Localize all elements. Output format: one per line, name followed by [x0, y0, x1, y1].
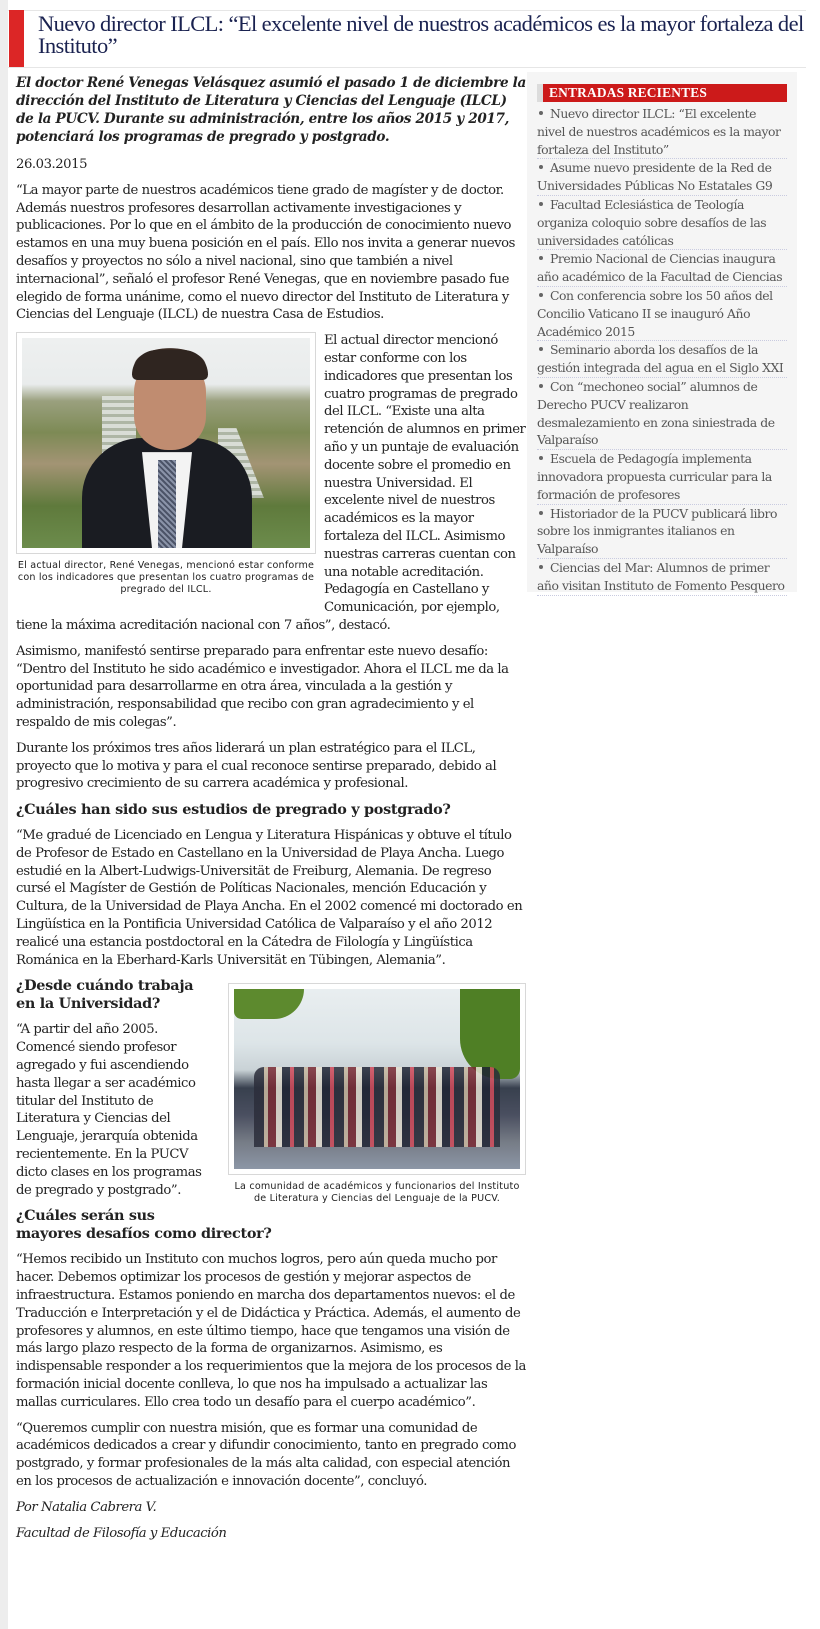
- photo-tree: [234, 989, 304, 1019]
- recent-posts-list: [537, 105, 787, 596]
- director-photo[interactable]: [22, 338, 310, 548]
- recent-post-item[interactable]: [537, 341, 787, 378]
- photo-people: [254, 1067, 500, 1147]
- figure-caption: La comunidad de académicos y funcionarios del Instituto de Literatura y Ciencias del Lenguaje de la PUCV.: [234, 1181, 520, 1205]
- recent-post-item[interactable]: [537, 378, 787, 450]
- recent-post-link[interactable]: Historiador de la PUCV publicará libro sobre los inmigrantes italianos en Valparaíso: [537, 505, 777, 557]
- bullet-icon: [539, 456, 543, 460]
- title-accent-bar: [9, 10, 24, 67]
- bullet-icon: [539, 384, 543, 388]
- article-title: Nuevo director ILCL: “El excelente nivel de nuestros académicos es la mayor fortaleza del Instituto”: [38, 11, 804, 58]
- paragraph: “La mayor parte de nuestros académicos tiene grado de magíster y de doctor. Además nuestros profesores desarrollan activamente investigaciones y publicaciones. Por lo que en el ámbito de la producción de conocimiento nuevo estamos en una muy buena posición en el país. Ello nos invita a generar nuevos desafíos y proyectos no sólo a nivel nacional, sino que también a nivel internacional”, señaló el profesor René Venegas, que en noviembre pasado fue elegido de forma unánime, como el nuevo director del Instituto de Literatura y Ciencias del Lenguaje (ILCL) de nuestra Casa de Estudios.: [16, 182, 515, 323]
- photo-hair: [132, 350, 208, 380]
- paragraph: Asimismo, manifestó sentirse preparado para enfrentar este nuevo desafío: “Dentro del Instituto he sido académico e investigador. Ahora el ILCL me da la oportunidad para desarrollarme en otra área, vinculada a la gestión y administración, responsabilidad que recibo con gran agradecimiento y el respaldo de mis colegas”.: [16, 643, 509, 730]
- recent-post-item[interactable]: [537, 105, 787, 159]
- photo-frame: [228, 983, 526, 1175]
- recent-post-link[interactable]: Ciencias del Mar: Alumnos de primer año visitan Instituto de Fomento Pesquero: [537, 559, 785, 593]
- recent-post-link[interactable]: Escuela de Pedagogía implementa innovadora propuesta curricular para la formación de profesores: [537, 451, 772, 502]
- bullet-icon: [539, 165, 543, 169]
- bullet-icon: [539, 347, 543, 351]
- sidebar-header-label: ENTRADAS RECIENTES: [549, 85, 708, 100]
- photo-tree: [460, 989, 520, 1079]
- bullet-icon: [539, 202, 543, 206]
- byline: Por Natalia Cabrera V.: [16, 1499, 157, 1515]
- article-lead: El doctor René Venegas Velásquez asumió el pasado 1 de diciembre la dirección del Instituto de Literatura y Ciencias del Lenguaje (ILCL) de la PUCV. Durante su administración, entre los años 2015 y 2017, potenciará los programas de pregrado y postgrado.: [16, 75, 526, 145]
- recent-post-link[interactable]: Asume nuevo presidente de la Red de Universidades Públicas No Estatales G9: [537, 160, 773, 194]
- faculty-credit: Facultad de Filosofía y Educación: [16, 1525, 227, 1541]
- recent-post-item[interactable]: [537, 196, 787, 250]
- recent-post-item[interactable]: [537, 450, 787, 504]
- question-heading: ¿Cuáles han sido sus estudios de pregrado y postgrado?: [16, 801, 451, 819]
- recent-post-link[interactable]: Seminario aborda los desafíos de la gestión integrada del agua en el Siglo XXI: [537, 342, 784, 376]
- bullet-icon: [539, 565, 543, 569]
- question-heading: ¿Cuáles serán sus mayores desafíos como director?: [16, 1207, 272, 1243]
- sidebar-header: [537, 84, 787, 102]
- recent-post-link[interactable]: Con “mechoneo social” alumnos de Derecho PUCV realizaron desmalezamiento en zona siniestrada de Valparaíso: [537, 378, 775, 448]
- recent-post-item[interactable]: [537, 559, 787, 596]
- paragraph: El actual director mencionó estar conforme con los indicadores que presentan los cuatro programas de pregrado del ILCL. “Existe una alta retención de alumnos en primer año y un puntaje de evaluación docente sobre el promedio en nuestra Universidad. El excelente nivel de nuestros académicos es la mayor fortaleza del ILCL. Asimismo nuestras carreras cuentan con una notable acreditación. Pedagogía en Castellano y Comunicación, por ejemplo, tiene la máxima acreditación nacional con 7 años”, destacó.: [16, 333, 526, 633]
- paragraph: “Queremos cumplir con nuestra misión, que es formar una comunidad de académicos dedicados a crear y difundir conocimiento, tanto en pregrado como postgrado, y formar profesionales de la más alta calidad, con especial atención en los procesos de actualización e innovación docente”, concluyó.: [16, 1420, 516, 1489]
- recent-post-link[interactable]: Nuevo director ILCL: “El excelente nivel de nuestros académicos es la mayor fortaleza del Instituto”: [537, 106, 781, 157]
- article-body: [16, 72, 526, 1550]
- figure-group: [228, 983, 526, 1205]
- recent-post-link[interactable]: Con conferencia sobre los 50 años del Concilio Vaticano II se inauguró Año Académico 2015: [537, 287, 773, 339]
- recent-post-item[interactable]: [537, 250, 787, 287]
- bullet-icon: [539, 293, 543, 297]
- bullet-icon: [539, 511, 543, 515]
- figure-caption: El actual director, René Venegas, mencionó estar conforme con los indicadores que presentan los cuatro programas de pregrado del ILCL.: [17, 560, 315, 596]
- photo-tie: [158, 460, 176, 548]
- sidebar-recent-posts: [527, 72, 797, 592]
- paragraph: “Me gradué de Licenciado en Lengua y Literatura Hispánicas y obtuve el título de Profesor de Estado en Castellano en la Universidad de Playa Ancha. Luego estudié en la Albert-Ludwigs-Universität de Freiburg, Alemania. De regreso cursé el Magíster de Gestión de Políticas Nacionales, mención Educación y Cultura, de la Universidad de Playa Ancha. En el 2002 comencé mi doctorado en Lingüística en la Pontificia Universidad Católica de Valparaíso y el año 2012 realicé una estancia postdoctoral en la Cátedra de Filología y Lingüística Románica en la Eberhard-Karls Universität en Tübingen, Alemania”.: [16, 828, 523, 968]
- bullet-icon: [539, 111, 543, 115]
- group-photo[interactable]: [234, 989, 520, 1169]
- paragraph: “A partir del año 2005. Comencé siendo profesor agregado y fui ascendiendo hasta llegar a ser académico titular del Instituto de Literatura y Ciencias del Lenguaje, jerarquía obtenida recientemente. En la PUCV dicto clases en los programas de pregrado y postgrado”.: [16, 1022, 202, 1198]
- photo-frame: [16, 332, 316, 554]
- paragraph: “Hemos recibido un Instituto con muchos logros, pero aún queda mucho por hacer. Debemos optimizar los procesos de gestión y mejorar aspectos de infraestructura. Estamos poniendo en marcha dos departamentos nuevos: el de Traducción e Interpretación y el de Didáctica y Práctica. Además, el aumento de profesores y alumnos, en este último tiempo, hace que tengamos una visión de más largo plazo respecto de la forma de organizarnos. Asimismo, es indispensable responder a los requerimientos que la mejora de los procesos de la formación inicial docente conlleva, lo que nos ha impulsado a actualizar las mallas curriculares. Ello crea todo un desafío para el cuerpo académico”.: [16, 1252, 526, 1410]
- article-date: 26.03.2015: [16, 157, 88, 172]
- recent-post-item[interactable]: [537, 159, 787, 196]
- recent-post-link[interactable]: Facultad Eclesiástica de Teología organiza coloquio sobre desafíos de las universidades católicas: [537, 196, 767, 248]
- question-heading: ¿Desde cuándo trabaja en la Universidad?: [16, 977, 194, 1013]
- figure-director: [16, 332, 316, 596]
- bullet-icon: [539, 256, 543, 260]
- recent-post-item[interactable]: [537, 505, 787, 559]
- recent-post-item[interactable]: [537, 287, 787, 341]
- recent-post-link[interactable]: Premio Nacional de Ciencias inaugura año académico de la Facultad de Ciencias: [537, 251, 783, 285]
- paragraph: Durante los próximos tres años liderará un plan estratégico para el ILCL, proyecto que lo motiva y para el cual reconoce sentirse preparado, debido al progresivo crecimiento de su carrera académica y profesional.: [16, 740, 497, 792]
